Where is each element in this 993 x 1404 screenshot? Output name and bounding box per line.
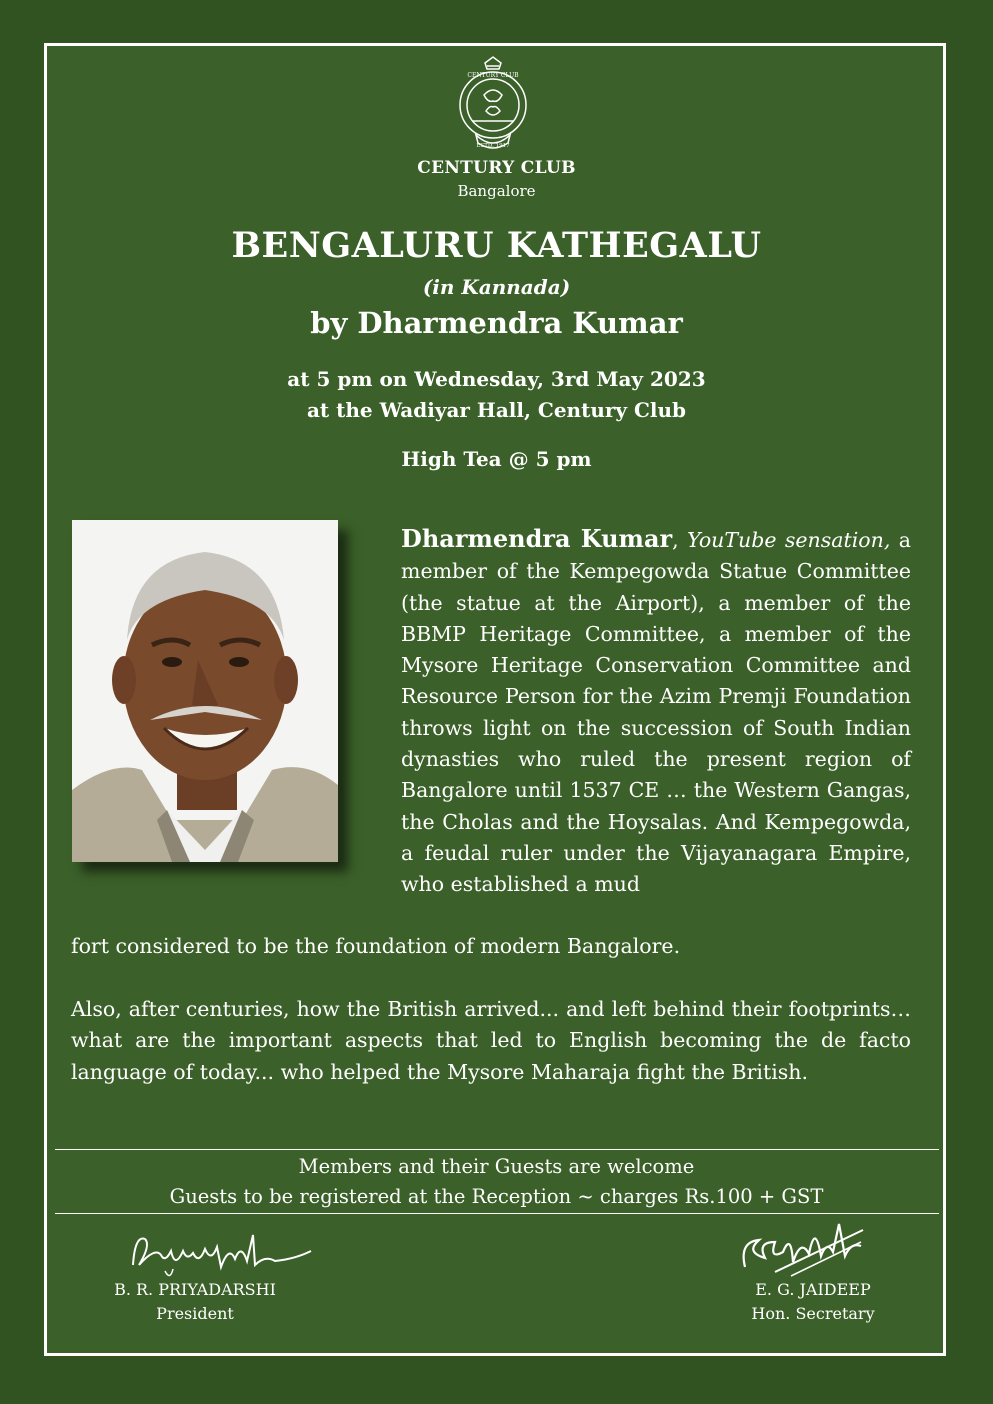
president-role: President — [156, 1304, 234, 1323]
event-tea: High Tea @ 5 pm — [401, 447, 592, 471]
speaker-bio — [401, 523, 911, 901]
bio-separator: , — [672, 528, 688, 552]
emblem-text: CENTURY CLUB — [467, 72, 519, 79]
footer-registration: Guests to be registered at the Reception ~ charges Rs.100 + GST — [169, 1185, 824, 1208]
secretary-block — [713, 1278, 913, 1326]
footer-rule-top — [55, 1149, 939, 1150]
club-city: Bangalore — [457, 182, 536, 200]
bio-paragraph-2: Also, after centuries, how the British arrived... and left behind their footprints… what are the important aspects that led to English becoming the de facto language of today... who helped the Mysore Maharaja fight the British. — [71, 997, 911, 1084]
bio-name: Dharmendra Kumar — [401, 524, 673, 553]
event-venue: at the Wadiyar Hall, Century Club — [306, 398, 687, 422]
secretary-role: Hon. Secretary — [751, 1304, 875, 1323]
secretary-name: E. G. JAIDEEP — [755, 1280, 871, 1299]
club-name: CENTURY CLUB — [417, 158, 576, 178]
footer-welcome: Members and their Guests are welcome — [298, 1155, 695, 1178]
bio-tagline: YouTube sensation, — [687, 528, 891, 552]
emblem-estd: ESTD. 1917 — [476, 143, 510, 149]
event-datetime: at 5 pm on Wednesday, 3rd May 2023 — [287, 367, 706, 391]
bio-text: a member of the Kempegowda Statue Committee (the statue at the Airport), a member of the BBMP Heritage Committee, a member of the Mysore Heritage Conservation Committee and Resource Person for the Azim Premji Foundation throws light on the succession of South Indian dynasties who ruled the present region of Bangalore until 1537 CE … the Western Gangas, the Cholas and the Hoysalas. And Kempegowda, a feudal ruler under the Vijayanagara Empire, who established a mud — [401, 528, 911, 897]
event-title: BENGALURU KATHEGALU — [231, 225, 762, 266]
president-name: B. R. PRIYADARSHI — [114, 1280, 276, 1299]
event-speaker: by Dharmendra Kumar — [310, 306, 683, 340]
speaker-photo — [72, 520, 338, 862]
president-block — [95, 1278, 295, 1326]
event-datetime-venue — [0, 364, 993, 426]
event-language: (in Kannada) — [422, 275, 571, 299]
bio-tail: fort considered to be the foundation of modern Bangalore. — [71, 934, 681, 958]
club-emblem-logo — [458, 55, 528, 155]
